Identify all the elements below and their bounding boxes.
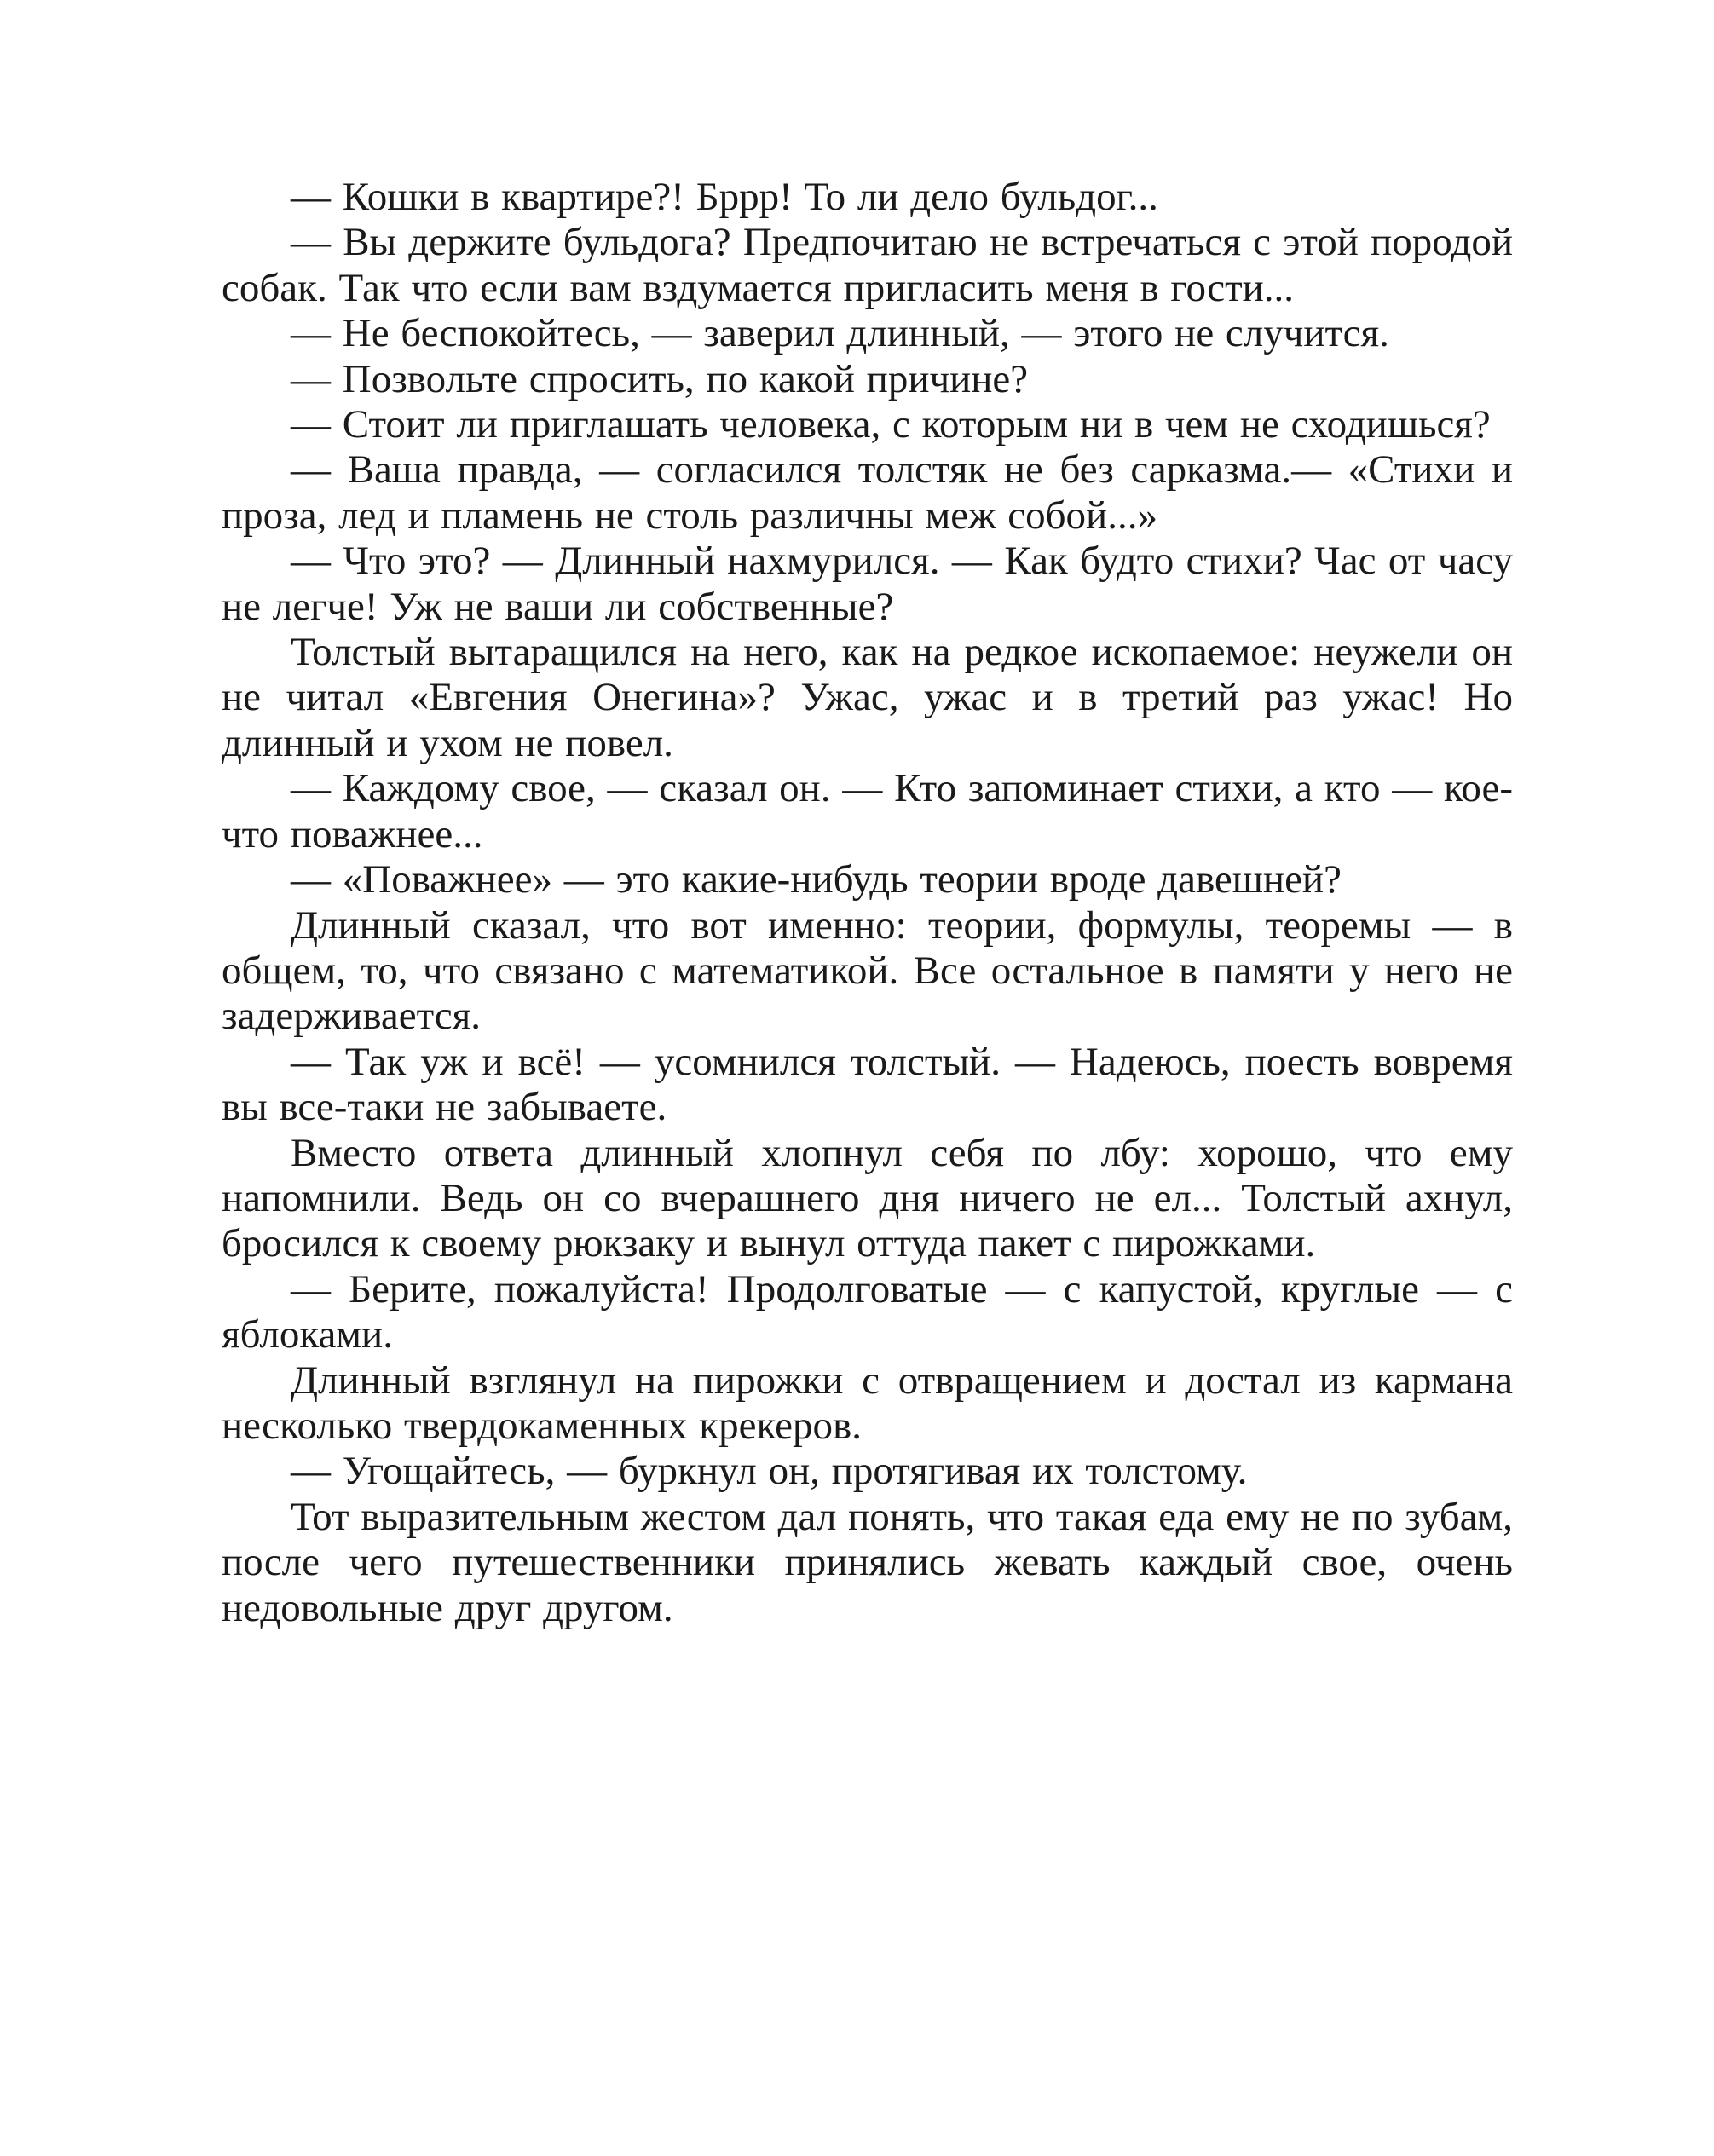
paragraph: — Не беспокойтесь, — заверил длинный, — этого не случится. — [291, 311, 1389, 356]
paragraph: — Угощайтесь, — буркнул он, протягивая их толстому. — [291, 1449, 1248, 1494]
paragraph: — Берите, пожалуйста! Продолговатые — с капустой, круглые — с яблоками. — [222, 1266, 1513, 1358]
paragraph: — Позвольте спросить, по какой причине? — [291, 356, 1029, 401]
paragraph: — Ваша правда, — согласился толстяк не без сарказма.— «Стихи и проза, лед и пламень не столь различны меж собой...» — [222, 447, 1513, 538]
paragraph: — Что это? — Длинный нахмурился. — Как будто стихи? Час от часу не легче! Уж не ваши ли собственные? — [222, 539, 1513, 629]
page-text — [222, 175, 1513, 1631]
paragraph: — Кошки в квартире?! Бррр! То ли дело бульдог... — [291, 175, 1158, 219]
paragraph: Длинный взглянул на пирожки с отвращением и достал из кармана несколько твердокаменных крекеров. — [222, 1358, 1513, 1448]
paragraph: Толстый вытаращился на него, как на редкое ископаемое: неужели он не читал «Евгения Онегина»? Ужас, ужас и в третий раз ужас! Но длинный и ухом не повел. — [222, 630, 1513, 765]
paragraph: — Каждому свое, — сказал он. — Кто запоминает стихи, а кто — кое-что поважнее... — [222, 766, 1513, 856]
paragraph: Длинный сказал, что вот именно: теории, формулы, теоремы — в общем, то, что связано с математикой. Все остальное в памяти у него не задерживается. — [222, 902, 1513, 1039]
paragraph: Вместо ответа длинный хлопнул себя по лбу: хорошо, что ему напомнили. Ведь он со вчерашнего дня ничего не ел... Толстый ахнул, бросился к своему рюкзаку и вынул оттуда пакет с пирожками. — [222, 1130, 1513, 1266]
paragraph: — Так уж и всё! — усомнился толстый. — Надеюсь, поесть вовремя вы все-таки не забываете. — [222, 1039, 1513, 1130]
paragraph: — «Поважнее» — это какие-нибудь теории вроде давешней? — [291, 857, 1342, 902]
paragraph: Тот выразительным жестом дал понять, что такая еда ему не по зубам, после чего путешественники принялись жевать каждый свое, очень недовольные друг другом. — [222, 1494, 1513, 1630]
paragraph: — Вы держите бульдога? Предпочитаю не встречаться с этой породой собак. Так что если вам вздумается пригласить меня в гости... — [222, 220, 1513, 310]
paragraph: — Стоит ли приглашать человека, с которым ни в чем не сходишься? — [291, 402, 1491, 447]
